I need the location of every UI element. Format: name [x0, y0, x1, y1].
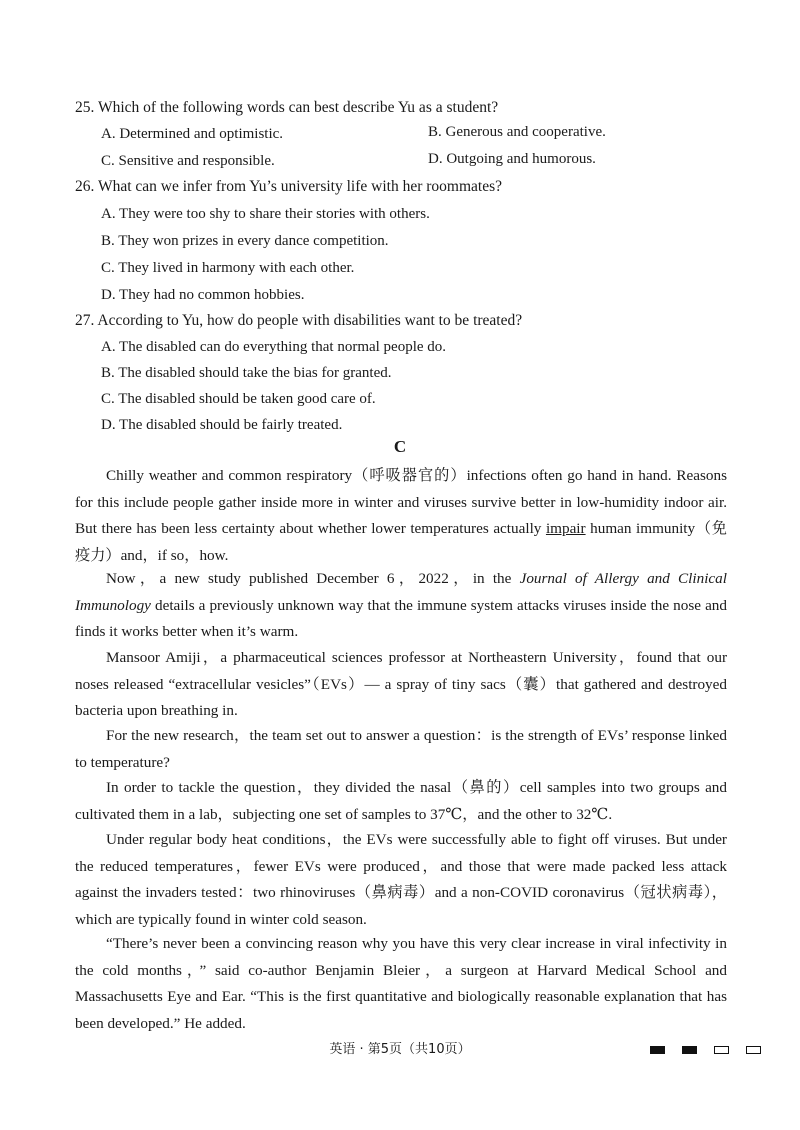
passage-paragraph-1: [75, 463, 727, 569]
paragraph-1-text-a: Chilly weather and common respiratory（呼吸器官的）infections often go hand in hand. Reasons for this include people gather inside more in winter and viruses survive better in low-humidity indoor air. But there has been less certainty about whether lower temperatures actually: [75, 467, 727, 537]
empty-square-icon: [746, 1046, 761, 1054]
question-27-option-d: D. The disabled should be fairly treated.: [101, 417, 343, 433]
question-25-option-c: C. Sensitive and responsible.: [101, 153, 275, 169]
underlined-word-impair: impair: [545, 520, 586, 537]
paragraph-4-text: For the new research，the team set out to answer a question：is the strength of EVs’ response linked to temperature?: [75, 727, 727, 771]
paragraph-6-text: Under regular body heat conditions，the EVs were successfully able to fight off viruses. But under the reduced temperatures，fewer EVs were produced，and those that were made packed less attack against the invaders tested：two rhinoviruses（鼻病毒）and a non-COVID coronavirus（冠状病毒），which are typically found in winter cold season.: [75, 831, 727, 928]
passage-paragraph-7: [75, 931, 727, 1037]
page-position-marks: [650, 1046, 761, 1054]
passage-paragraph-2: [75, 566, 727, 646]
paragraph-2-text-b: details a previously unknown way that the immune system attacks viruses inside the nose and finds it works better when it’s warm.: [75, 596, 727, 640]
question-25-option-a: A. Determined and optimistic.: [101, 126, 284, 142]
filled-square-icon: [650, 1046, 665, 1054]
question-25-stem: 25. Which of the following words can best describe Yu as a student?: [75, 99, 499, 116]
question-27-option-b: B. The disabled should take the bias for granted.: [101, 365, 392, 381]
question-27-stem: 27. According to Yu, how do people with disabilities want to be treated?: [75, 312, 523, 329]
question-26-option-b: B. They won prizes in every dance competition.: [101, 233, 389, 249]
question-27-option-a: A. The disabled can do everything that normal people do.: [101, 339, 447, 355]
paragraph-7-text: “There’s never been a convincing reason why you have this very clear increase in viral infectivity in the cold months，” said co-author Benjamin Bleier，a surgeon at Harvard Medical School and Massachusetts Eye and Ear. “This is the first quantitative and biologically reasonable explanation that has been developed.” He added.: [75, 935, 727, 1032]
paragraph-3-text: Mansoor Amiji，a pharmaceutical sciences professor at Northeastern University，found that our noses released “extracellular vesicles”（EVs）— a spray of tiny sacs（囊）that gathered and destroyed bacteria upon breathing in.: [75, 649, 727, 719]
empty-square-icon: [714, 1046, 729, 1054]
filled-square-icon: [682, 1046, 697, 1054]
paragraph-2-text-a: Now，a new study published December 6，2022，in the: [106, 570, 520, 587]
passage-paragraph-6: [75, 827, 727, 933]
question-26-stem: 26. What can we infer from Yu’s university life with her roommates?: [75, 178, 502, 195]
passage-paragraph-5: [75, 775, 727, 828]
passage-paragraph-4: [75, 723, 727, 776]
question-25-option-d: D. Outgoing and humorous.: [428, 151, 596, 167]
page-footer: 英语 · 第5页（共10页）: [329, 1042, 471, 1057]
question-27-option-c: C. The disabled should be taken good care of.: [101, 391, 376, 407]
paragraph-5-text: In order to tackle the question，they divided the nasal（鼻的）cell samples into two groups and cultivated them in a lab，subjecting one set of samples to 37℃，and the other to 32℃.: [75, 779, 727, 823]
question-26-option-a: A. They were too shy to share their stories with others.: [101, 206, 430, 222]
question-26-option-c: C. They lived in harmony with each other.: [101, 260, 355, 276]
question-26-option-d: D. They had no common hobbies.: [101, 287, 305, 303]
passage-heading: C: [393, 437, 407, 456]
passage-paragraph-3: [75, 645, 727, 725]
question-25-option-b: B. Generous and cooperative.: [428, 124, 606, 140]
paragraph-1-text-b: human immunity（免疫力）and，if so，how.: [75, 520, 727, 564]
journal-title: Journal of Allergy and Clinical Immunology: [75, 570, 727, 614]
